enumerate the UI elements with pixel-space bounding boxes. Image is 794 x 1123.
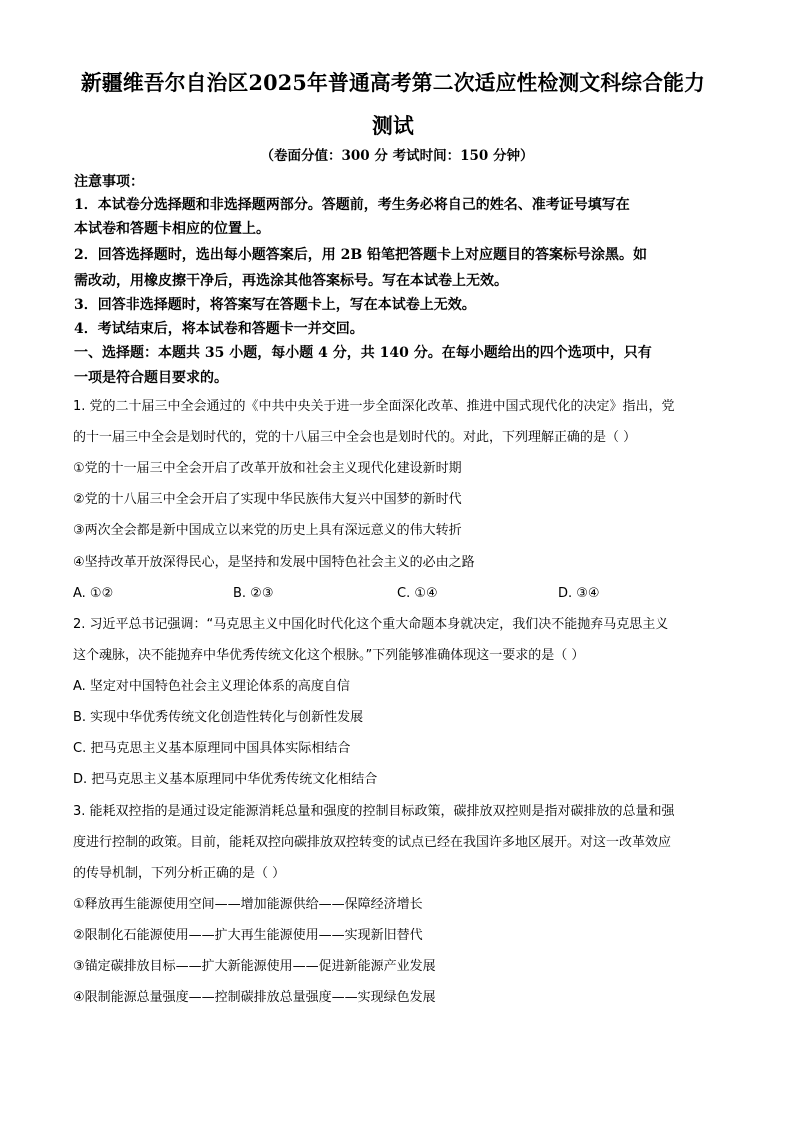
section-heading-line2: 一项是符合题目要求的。: [74, 370, 228, 386]
question-1-option-a: A. ①②: [73, 586, 114, 601]
question-2-option-d: D. 把马克思主义基本原理同中华优秀传统文化相结合: [73, 772, 378, 787]
question-1-stem-line: 的十一届三中全会是划时代的，党的十八届三中全会也是划时代的。对此，下列理解正确的是（ ）: [73, 430, 637, 445]
question-3-stem-line: 度进行控制的政策。目前，能耗双控向碳排放双控转变的试点已经在我国许多地区展开。对这一改革效应: [73, 835, 672, 850]
question-1-option-c: C. ①④: [397, 586, 438, 601]
question-2-stem-line: 这个魂脉，决不能抛弃中华优秀传统文化这个根脉。”下列能够准确体现这一要求的是（ ）: [73, 648, 585, 663]
question-3-item: ①释放再生能源使用空间——增加能源供给——保障经济增长: [73, 897, 423, 912]
question-2-option-a: A. 坚定对中国特色社会主义理论体系的高度自信: [73, 679, 350, 694]
exam-title-line2: 测试: [372, 113, 414, 138]
notice-line: 3．回答非选择题时，将答案写在答题卡上，写在本试卷上无效。: [74, 297, 476, 313]
question-1-option-d: D. ③④: [558, 586, 600, 601]
notice-line: 本试卷和答题卡相应的位置上。: [74, 221, 270, 237]
question-2-stem-line: 2. 习近平总书记强调：“马克思主义中国化时代化这个重大命题本身就决定，我们决不能抛弃马克思主义: [73, 617, 669, 632]
question-3-stem-line: 3. 能耗双控指的是通过设定能源消耗总量和强度的控制目标政策，碳排放双控则是指对碳排放的总量和强: [73, 804, 675, 819]
notice-line: 1．本试卷分选择题和非选择题两部分。答题前，考生务必将自己的姓名、准考证号填写在: [74, 197, 630, 213]
question-1-option-b: B. ②③: [233, 586, 274, 601]
question-1-item: ①党的十一届三中全会开启了改革开放和社会主义现代化建设新时期: [73, 461, 462, 476]
question-1-item: ④坚持改革开放深得民心，是坚持和发展中国特色社会主义的必由之路: [73, 555, 475, 570]
question-2-option-b: B. 实现中华优秀传统文化创造性转化与创新性发展: [73, 710, 364, 725]
notice-line: 4．考试结束后，将本试卷和答题卡一并交回。: [74, 321, 364, 337]
question-2-option-c: C. 把马克思主义基本原理同中国具体实际相结合: [73, 741, 351, 756]
question-3-item: ②限制化石能源使用——扩大再生能源使用——实现新旧替代: [73, 928, 423, 943]
exam-title-line1: 新疆维吾尔自治区2025年普通高考第二次适应性检测文科综合能力: [80, 70, 706, 95]
question-3-stem-line: 的传导机制，下列分析正确的是（ ）: [73, 866, 286, 881]
notice-heading: 注意事项：: [74, 174, 144, 190]
exam-subtitle: （卷面分值：300 分 考试时间：150 分钟）: [260, 148, 534, 164]
question-1-item: ②党的十八届三中全会开启了实现中华民族伟大复兴中国梦的新时代: [73, 492, 462, 507]
section-heading-line1: 一、选择题：本题共 35 小题，每小题 4 分，共 140 分。在每小题给出的四个选项中，只有: [74, 345, 652, 361]
question-1-stem-line: 1. 党的二十届三中全会通过的《中共中央关于进一步全面深化改革、推进中国式现代化的决定》指出，党: [73, 399, 675, 414]
question-3-item: ④限制能源总量强度——控制碳排放总量强度——实现绿色发展: [73, 990, 436, 1005]
question-3-item: ③锚定碳排放目标——扩大新能源使用——促进新能源产业发展: [73, 959, 436, 974]
notice-line: 2．回答选择题时，选出每小题答案后，用 2B 铅笔把答题卡上对应题目的答案标号涂黑。如: [74, 247, 648, 263]
question-1-item: ③两次全会都是新中国成立以来党的历史上具有深远意义的伟大转折: [73, 523, 462, 538]
notice-line: 需改动，用橡皮擦干净后，再选涂其他答案标号。写在本试卷上无效。: [74, 273, 508, 289]
